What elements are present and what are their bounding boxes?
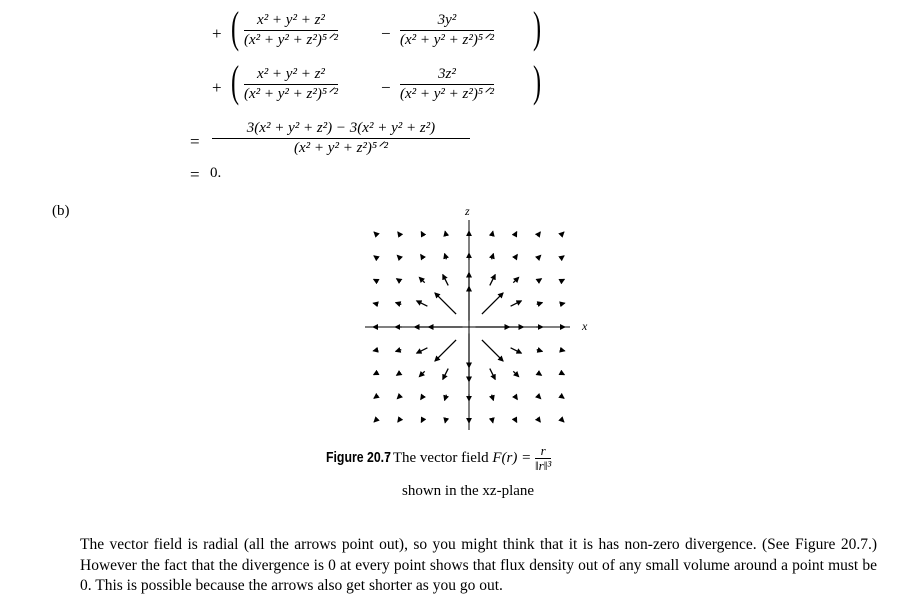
vector-arrow <box>373 303 376 304</box>
caption-formula-lhs: F(r) = <box>492 449 532 466</box>
vector-arrow <box>396 350 402 352</box>
numerator: x² + y² + z² <box>257 12 325 28</box>
denominator: (x² + y² + z²)⁵ᐟ² <box>400 86 494 102</box>
vector-arrow <box>374 279 377 280</box>
vector-arrow <box>539 420 541 422</box>
vector-arrow <box>482 340 503 361</box>
vector-arrow <box>537 350 543 352</box>
vector-arrow <box>538 396 540 398</box>
vector-arrow <box>374 397 376 399</box>
vector-arrow <box>492 419 493 422</box>
vector-arrow <box>373 350 376 351</box>
vector-arrow <box>374 373 377 374</box>
vector-arrow <box>538 279 542 282</box>
caption-line-2: shown in the xz-plane <box>402 483 535 499</box>
vector-arrow <box>419 277 424 282</box>
fraction-1 <box>244 12 338 49</box>
left-paren: ( <box>231 57 240 106</box>
axis-z-label: z <box>465 204 470 218</box>
vector-arrow <box>421 396 424 400</box>
vector-arrow <box>435 340 456 361</box>
vector-arrow <box>445 231 446 234</box>
vector-arrow <box>537 303 543 305</box>
vector-arrow <box>397 396 399 398</box>
caption-formula-fraction <box>535 444 551 473</box>
vector-arrow <box>397 373 401 376</box>
caption-label: Figure 20.7 <box>326 448 391 466</box>
vector-arrow <box>562 256 564 257</box>
vector-arrow <box>515 255 518 259</box>
vector-arrow <box>421 420 422 423</box>
vector-arrow <box>374 420 376 422</box>
vector-arrow <box>513 277 518 282</box>
vector-arrow <box>445 395 447 401</box>
vector-arrow <box>539 232 541 234</box>
vector-arrow <box>515 396 518 400</box>
plus-sign: + <box>212 78 222 97</box>
vector-arrow <box>561 303 564 304</box>
vector-arrow <box>398 232 400 234</box>
vector-arrow <box>482 293 503 314</box>
fraction-2 <box>400 12 494 49</box>
minus-sign: − <box>381 24 391 43</box>
vector-arrow <box>397 279 401 282</box>
fraction-combined <box>212 120 470 157</box>
left-paren: ( <box>231 3 240 52</box>
vector-arrow <box>374 256 376 257</box>
vector-arrow <box>515 420 516 423</box>
denominator: (x² + y² + z²)⁵ᐟ² <box>400 32 494 48</box>
caption-formula-num: r <box>540 443 546 458</box>
vector-arrow <box>561 350 564 351</box>
part-label: (b) <box>52 203 70 219</box>
caption-formula-den: ‖r‖³ <box>535 458 552 473</box>
equals-sign: = <box>190 165 200 184</box>
minus-sign: − <box>381 78 391 97</box>
vector-arrow <box>421 255 424 259</box>
vector-arrow <box>443 369 448 380</box>
vector-arrow <box>562 232 564 234</box>
fraction-1 <box>244 66 338 103</box>
vector-arrow <box>417 348 428 353</box>
vector-arrow <box>492 231 493 234</box>
axis-x-label: x <box>582 319 588 333</box>
vector-arrow <box>538 255 540 257</box>
vector-arrow <box>562 397 564 399</box>
vector-arrow <box>445 254 447 260</box>
equals-sign: = <box>190 132 200 151</box>
vector-arrow <box>490 369 495 380</box>
vector-arrow <box>398 420 400 422</box>
numerator: 3y² <box>437 12 457 28</box>
vector-arrow <box>445 419 446 422</box>
vector-arrow <box>490 275 495 286</box>
vector-arrow <box>397 255 399 257</box>
vector-arrow <box>513 371 518 376</box>
vector-arrow <box>374 232 376 234</box>
vector-arrow <box>515 232 516 235</box>
denominator: (x² + y² + z²)⁵ᐟ² <box>244 86 338 102</box>
vector-arrow <box>443 275 448 286</box>
vector-arrow <box>562 420 564 422</box>
vector-arrow <box>562 279 565 280</box>
plus-sign: + <box>212 24 222 43</box>
body-paragraph: The vector field is radial (all the arrows point out), so you might think that it is has non-zero divergence. (See Figure 20.7.) However the fact that the divergence is 0 at every point shows that flux density out of any small volume around a point must be 0. This is possible because the arrows also get shorter as you go out. <box>80 536 877 594</box>
right-paren: ) <box>533 3 542 52</box>
vector-arrow <box>435 293 456 314</box>
result-value: 0. <box>210 165 222 181</box>
numerator: 3z² <box>438 66 456 82</box>
vector-arrow <box>511 348 522 353</box>
vector-arrow <box>417 301 428 306</box>
numerator: x² + y² + z² <box>257 66 325 82</box>
vector-arrow <box>396 303 402 305</box>
denominator: (x² + y² + z²)⁵ᐟ² <box>244 32 338 48</box>
vector-arrow <box>421 232 422 235</box>
vector-arrow <box>419 371 424 376</box>
vector-field-figure <box>360 200 600 435</box>
figure-caption <box>326 444 646 473</box>
vector-arrow <box>492 254 494 260</box>
numerator: 3(x² + y² + z²) − 3(x² + y² + z²) <box>246 120 436 136</box>
caption-text: : The vector field <box>385 449 489 466</box>
fraction-2 <box>400 66 494 103</box>
vector-arrow <box>511 301 522 306</box>
vector-arrow <box>492 395 494 401</box>
vector-arrow <box>538 373 542 376</box>
vector-arrow <box>562 373 565 374</box>
denominator: (x² + y² + z²)⁵ᐟ² <box>294 140 388 156</box>
right-paren: ) <box>533 57 542 106</box>
